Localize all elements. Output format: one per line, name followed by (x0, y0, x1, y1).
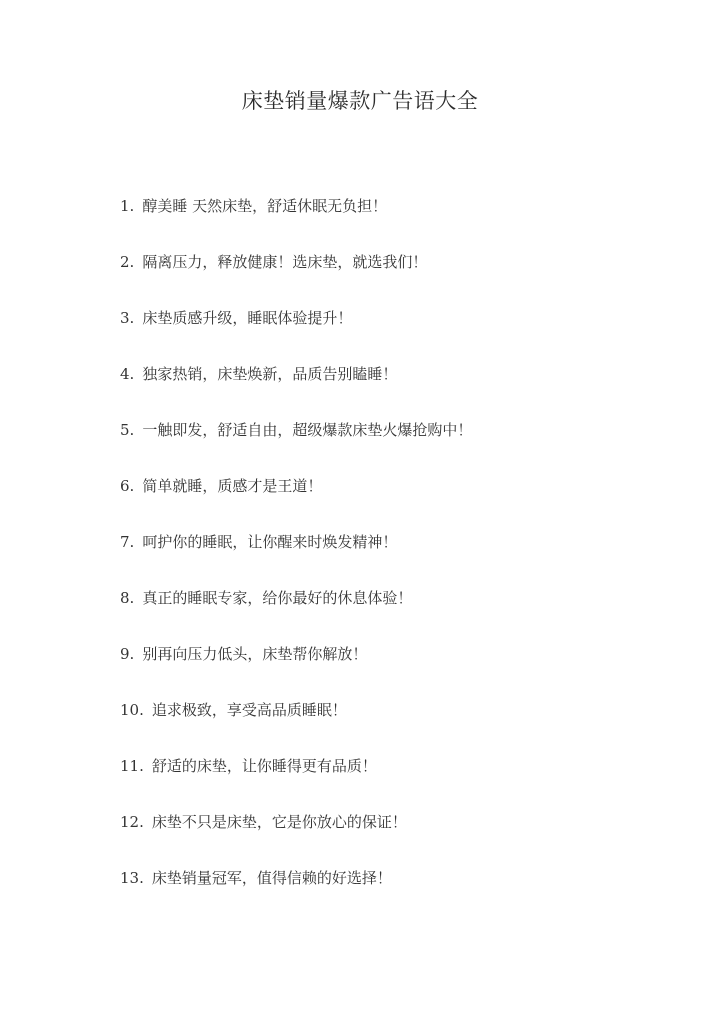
list-item-text: 床垫不只是床垫，它是你放心的保证！ (151, 813, 407, 831)
list-item (120, 246, 680, 302)
list-item-number: 9. (120, 645, 135, 663)
list-item (120, 582, 680, 638)
list-item (120, 302, 680, 358)
list-item-number: 3. (120, 309, 135, 327)
slogan-list (120, 190, 680, 918)
list-item-text: 床垫销量冠军，值得信赖的好选择！ (151, 869, 392, 887)
list-item (120, 414, 680, 470)
list-item-text: 舒适的床垫，让你睡得更有品质！ (151, 757, 377, 775)
list-item-text: 别再向压力低头，床垫帮你解放！ (142, 645, 368, 663)
list-item-number: 4. (120, 365, 135, 383)
list-item (120, 750, 680, 806)
list-item-number: 10. (120, 701, 144, 719)
list-item-text: 隔离压力，释放健康！选床垫，就选我们！ (142, 253, 428, 271)
list-item-text: 独家热销，床垫焕新，品质告别瞌睡！ (142, 365, 398, 383)
list-item-number: 12. (120, 813, 144, 831)
list-item-text: 追求极致，享受高品质睡眠！ (151, 701, 347, 719)
list-item-number: 11. (120, 757, 144, 775)
list-item (120, 694, 680, 750)
list-item-number: 6. (120, 477, 135, 495)
list-item (120, 806, 680, 862)
list-item-text: 呵护你的睡眠，让你醒来时焕发精神！ (142, 533, 398, 551)
list-item-text: 醇美睡 天然床垫，舒适休眠无负担！ (142, 197, 388, 215)
list-item-text: 简单就睡，质感才是王道！ (142, 477, 323, 495)
list-item-number: 5. (120, 421, 135, 439)
list-item (120, 470, 680, 526)
page-title: 床垫销量爆款广告语大全 (241, 89, 479, 113)
list-item (120, 358, 680, 414)
list-item (120, 190, 680, 246)
list-item (120, 526, 680, 582)
list-item-number: 2. (120, 253, 135, 271)
list-item-number: 7. (120, 533, 135, 551)
list-item-number: 8. (120, 589, 135, 607)
list-item-text: 真正的睡眠专家，给你最好的休息体验！ (142, 589, 413, 607)
list-item-text: 床垫质感升级，睡眠体验提升！ (142, 309, 353, 327)
list-item (120, 862, 680, 918)
list-item-text: 一触即发，舒适自由，超级爆款床垫火爆抢购中！ (142, 421, 473, 439)
list-item (120, 638, 680, 694)
list-item-number: 13. (120, 869, 144, 887)
list-item-number: 1. (120, 197, 135, 215)
